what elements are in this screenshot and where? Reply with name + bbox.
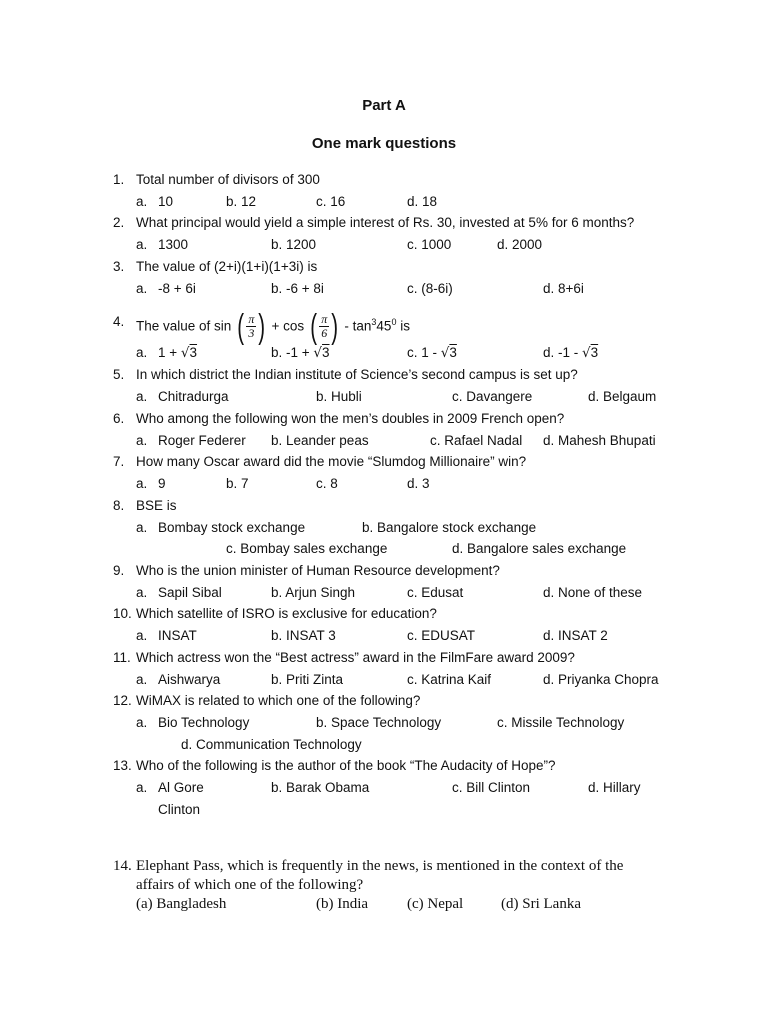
option-a: Chitradurga	[158, 389, 229, 404]
formula-prefix: The value of sin	[136, 318, 232, 334]
sqrt-symbol: √	[582, 345, 591, 361]
question-number: 6.	[113, 411, 125, 426]
option-a: 1300	[158, 237, 189, 252]
option-d: d. Belgaum	[588, 389, 657, 404]
question-text: The value of (2+i)(1+i)(1+3i) is	[136, 259, 318, 274]
option-c: c. Edusat	[407, 585, 464, 600]
question-text: Which satellite of ISRO is exclusive for education?	[136, 606, 437, 621]
question-text-line-1: Elephant Pass, which is frequently in the news, is mentioned in the context of the	[136, 858, 624, 874]
option-b: b. Bangalore stock exchange	[362, 520, 537, 535]
option-c: c. 8	[316, 476, 338, 491]
option-b: b. Hubli	[316, 389, 362, 404]
option-c: c. 1000	[407, 237, 452, 252]
denominator-3: 3	[248, 326, 255, 341]
option-a: Al Gore	[158, 780, 204, 795]
option-a	[158, 345, 197, 361]
question-number: 2.	[113, 215, 125, 230]
question-text: What principal would yield a simple interest of Rs. 30, invested at 5% for 6 months?	[136, 215, 635, 230]
question-text: WiMAX is related to which one of the following?	[136, 693, 421, 708]
question-text: Who of the following is the author of the book “The Audacity of Hope”?	[136, 758, 556, 773]
option-d: d. Priyanka Chopra	[543, 672, 659, 687]
option-c: c. Rafael Nadal	[430, 433, 523, 448]
question-number: 4.	[113, 314, 125, 329]
question-text: BSE is	[136, 498, 177, 513]
option-b: b. Arjun Singh	[271, 585, 356, 600]
option-c: c. Davangere	[452, 389, 533, 404]
question-number: 5.	[113, 367, 125, 382]
open-paren: (	[310, 307, 317, 346]
option-b: (b) India	[316, 896, 369, 912]
question-text: How many Oscar award did the movie “Slumdog Millionaire” win?	[136, 454, 527, 469]
question-text-formula	[136, 300, 410, 344]
option-c: c. Katrina Kaif	[407, 672, 492, 687]
option-d: d. 2000	[497, 237, 543, 252]
option-d: d. 3	[407, 476, 430, 491]
option-d: d. None of these	[543, 585, 643, 600]
option-b	[271, 345, 330, 361]
option-marker: a.	[136, 389, 148, 404]
question-number: 8.	[113, 498, 125, 513]
open-paren: (	[237, 307, 245, 346]
section-subtitle: One mark questions	[311, 135, 457, 152]
question-number: 12.	[113, 693, 132, 708]
option-b: b. -6 + 8i	[271, 281, 324, 296]
question-number: 11.	[113, 650, 131, 665]
option-a: Bombay stock exchange	[158, 520, 306, 535]
question-number: 1.	[113, 172, 125, 187]
close-paren: )	[331, 307, 339, 346]
part-heading: Part A	[362, 97, 406, 114]
option-b: b. Space Technology	[316, 715, 442, 730]
question-text-line-2: affairs of which one of the following?	[136, 877, 364, 893]
sqrt-value: 3	[590, 345, 599, 360]
option-a: 10	[158, 194, 174, 209]
option-d: d. Mahesh Bhupati	[543, 433, 656, 448]
option-marker: a.	[136, 628, 148, 643]
sqrt-value: 3	[322, 345, 330, 360]
option-c: (c) Nepal	[407, 896, 464, 912]
option-b: b. 7	[226, 476, 249, 491]
option-marker: a.	[136, 345, 148, 360]
option-d: d. Bangalore sales exchange	[452, 541, 627, 556]
plus-cos: + cos	[271, 318, 305, 334]
sqrt-value: 3	[449, 345, 457, 360]
option-d-text: d. -1 -	[543, 345, 583, 360]
option-marker: a.	[136, 194, 148, 209]
pi-symbol: π	[321, 312, 328, 327]
option-b: b. 1200	[271, 237, 317, 252]
option-b: b. Leander peas	[271, 433, 369, 448]
option-marker: a.	[136, 281, 148, 296]
minus-tan: - tan	[344, 318, 372, 334]
option-marker: a.	[136, 585, 148, 600]
formula-suffix: is	[400, 318, 410, 334]
option-c: c. Bill Clinton	[452, 780, 531, 795]
sqrt-symbol: √	[313, 345, 323, 361]
option-c-text: c. 1 -	[407, 345, 441, 360]
option-c: c. 16	[316, 194, 346, 209]
question-number: 14.	[113, 858, 132, 874]
question-text: In which district the Indian institute of Science’s second campus is set up?	[136, 367, 578, 382]
option-d-continued: Clinton	[158, 802, 201, 817]
question-number: 13.	[113, 758, 132, 773]
question-number: 3.	[113, 259, 125, 274]
pi-symbol: π	[248, 312, 255, 327]
option-b: b. Priti Zinta	[271, 672, 344, 687]
option-c: c. Bombay sales exchange	[226, 541, 388, 556]
option-a: (a) Bangladesh	[136, 896, 227, 912]
option-a: Aishwarya	[158, 672, 221, 687]
option-c: c. EDUSAT	[407, 628, 476, 643]
option-a: Roger Federer	[158, 433, 246, 448]
option-d: d. INSAT 2	[543, 628, 608, 643]
question-number: 9.	[113, 563, 125, 578]
option-marker: a.	[136, 237, 148, 252]
fraction-pi-over-3	[246, 313, 256, 340]
option-d: d. 8+6i	[543, 281, 584, 296]
question-text: Total number of divisors of 300	[136, 172, 320, 187]
option-marker: a.	[136, 780, 148, 795]
denominator-6: 6	[321, 326, 328, 341]
question-text: Who is the union minister of Human Resource development?	[136, 563, 500, 578]
sqrt-symbol: √	[180, 345, 190, 361]
option-marker: a.	[136, 715, 148, 730]
option-b: b. Barak Obama	[271, 780, 370, 795]
option-a: Sapil Sibal	[158, 585, 222, 600]
option-b: b. 12	[226, 194, 257, 209]
question-text: Which actress won the “Best actress” award in the FilmFare award 2009?	[136, 650, 575, 665]
option-marker: a.	[136, 520, 148, 535]
sqrt-value: 3	[189, 345, 198, 360]
tan-exponent: 3	[371, 317, 377, 327]
question-text: Who among the following won the men’s doubles in 2009 French open?	[136, 411, 565, 426]
option-d: (d) Sri Lanka	[501, 896, 581, 912]
option-a: INSAT	[158, 628, 197, 643]
option-a: Bio Technology	[158, 715, 250, 730]
option-d: d. Communication Technology	[181, 737, 362, 752]
option-a: 9	[158, 476, 166, 491]
option-marker: a.	[136, 476, 148, 491]
sqrt-symbol: √	[440, 345, 450, 361]
option-c	[407, 345, 457, 361]
option-d	[543, 345, 598, 361]
option-b-text: b. -1 +	[271, 345, 314, 360]
option-a: -8 + 6i	[158, 281, 196, 296]
close-paren: )	[258, 307, 266, 346]
degree-mark: 0	[391, 317, 397, 327]
option-marker: a.	[136, 672, 148, 687]
option-d: d. Hillary	[588, 780, 641, 795]
option-d: d. 18	[407, 194, 438, 209]
option-marker: a.	[136, 433, 148, 448]
question-number: 7.	[113, 454, 125, 469]
option-c: c. (8-6i)	[407, 281, 453, 296]
fraction-pi-over-6	[319, 313, 329, 340]
option-a-text: 1 +	[158, 345, 181, 360]
question-number: 10.	[113, 606, 132, 621]
option-c: c. Missile Technology	[497, 715, 625, 730]
angle-value: 45	[376, 318, 392, 334]
option-b: b. INSAT 3	[271, 628, 336, 643]
